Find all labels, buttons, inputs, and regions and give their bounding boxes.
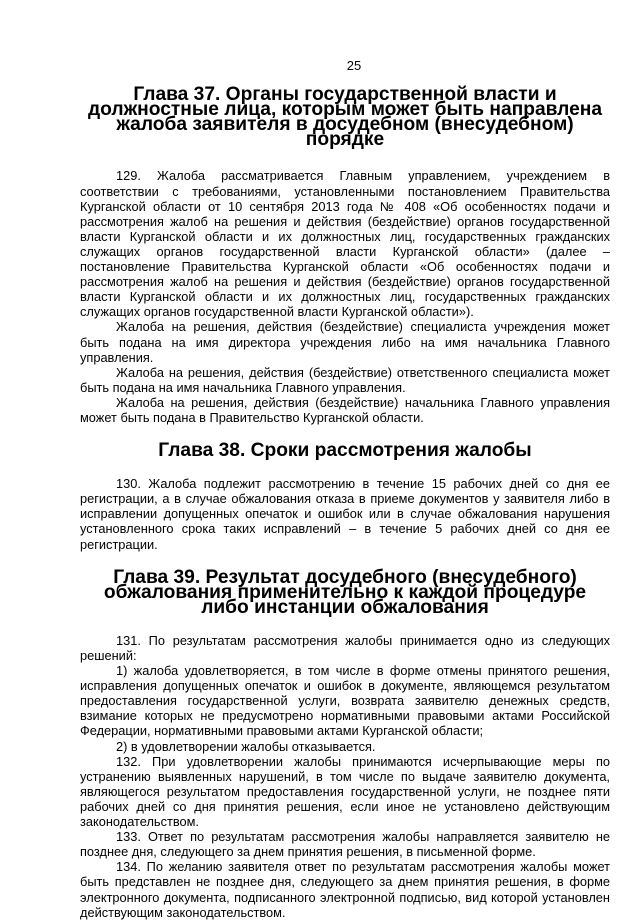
document-page bbox=[80, 58, 610, 920]
paragraph-129: 129. Жалоба рассматривается Главным управлением, учреждением в соответствии с требованиями, установленными постановлением Правительства Курганской области от 10 сентября 2013 года № 408 «Об особенностях подачи и рассмотрения жалоб на решения и действия (бездействие) органов государственной власти Курганской области и их должностных лиц, государственных гражданских служащих органов государственной власти Курганской области» (далее – постановление Правительства Курганской области «Об особенностях подачи и рассмотрения жалоб на решения и действия (бездействие) органов государственной власти Курганской области и их должностных лиц, государственных гражданских служащих органов государственной власти Курганской области»). bbox=[80, 168, 610, 320]
paragraph-131-item-2: 2) в удовлетворении жалобы отказывается. bbox=[116, 738, 376, 754]
paragraph-complaint-head: Жалоба на решения, действия (бездействие) начальника Главного управления может быть подана в Правительство Курганской области. bbox=[80, 394, 610, 425]
paragraph-131-item-1: 1) жалоба удовлетворяется, в том числе в форме отмены принятого решения, исправления допущенных опечаток и ошибок в документе, являющемся результатом предоставления государственной услуги, возврата заявителю денежных средств, взимание которых не предусмотрено нормативными правовыми актами Российской Федерации, нормативными правовыми актами Курганской области; bbox=[80, 663, 610, 739]
page-number: 25 bbox=[346, 58, 362, 73]
chapter-37-heading: Глава 37. Органы государственной власти и должностные лица, которым может быть направлена жалоба заявителя в досудебном (внесудебном) порядке bbox=[87, 84, 603, 151]
paragraph-134: 134. По желанию заявителя ответ по результатам рассмотрения жалобы может быть представлен не позднее дня, следующего за днем принятия решения, в форме электронного документа, подписанного электронной подписью, вид которой установлен действующим законодательством. bbox=[80, 859, 610, 920]
paragraph-complaint-specialist: Жалоба на решения, действия (бездействие) специалиста учреждения может быть подана на имя директора учреждения либо на имя начальника Главного управления. bbox=[80, 319, 610, 365]
chapter-38-body bbox=[80, 476, 610, 551]
paragraph-complaint-responsible: Жалоба на решения, действия (бездействие) ответственного специалиста может быть подана на имя начальника Главного управления. bbox=[80, 364, 610, 395]
paragraph-131: 131. По результатам рассмотрения жалобы принимается одно из следующих решений: bbox=[80, 632, 610, 663]
paragraph-133: 133. Ответ по результатам рассмотрения жалобы направляется заявителю не позднее дня, следующего за днем принятия решения, в письменной форме. bbox=[80, 829, 610, 860]
chapter-39-heading: Глава 39. Результат досудебного (внесудебного) обжалования применительно к каждой процедуре либо инстанции обжалования bbox=[103, 566, 587, 618]
paragraph-130: 130. Жалоба подлежит рассмотрению в течение 15 рабочих дней со дня ее регистрации, а в случае обжалования отказа в приеме документов у заявителя либо в исправлении допущенных опечаток и ошибок или в случае обжалования нарушения установленного срока таких исправлений – в течение 5 рабочих дней со дня ее регистрации. bbox=[80, 476, 610, 552]
paragraph-132: 132. При удовлетворении жалобы принимаются исчерпывающие меры по устранению выявленных нарушений, в том числе по выдаче заявителю документа, являющегося результатом предоставления государственной услуги, не позднее пяти рабочих дней со дня принятия решения, если иное не установлено действующим законодательством. bbox=[80, 753, 610, 830]
chapter-38-heading: Глава 38. Сроки рассмотрения жалобы bbox=[158, 440, 532, 462]
chapter-37-body bbox=[80, 168, 610, 425]
chapter-39-body bbox=[80, 633, 610, 920]
